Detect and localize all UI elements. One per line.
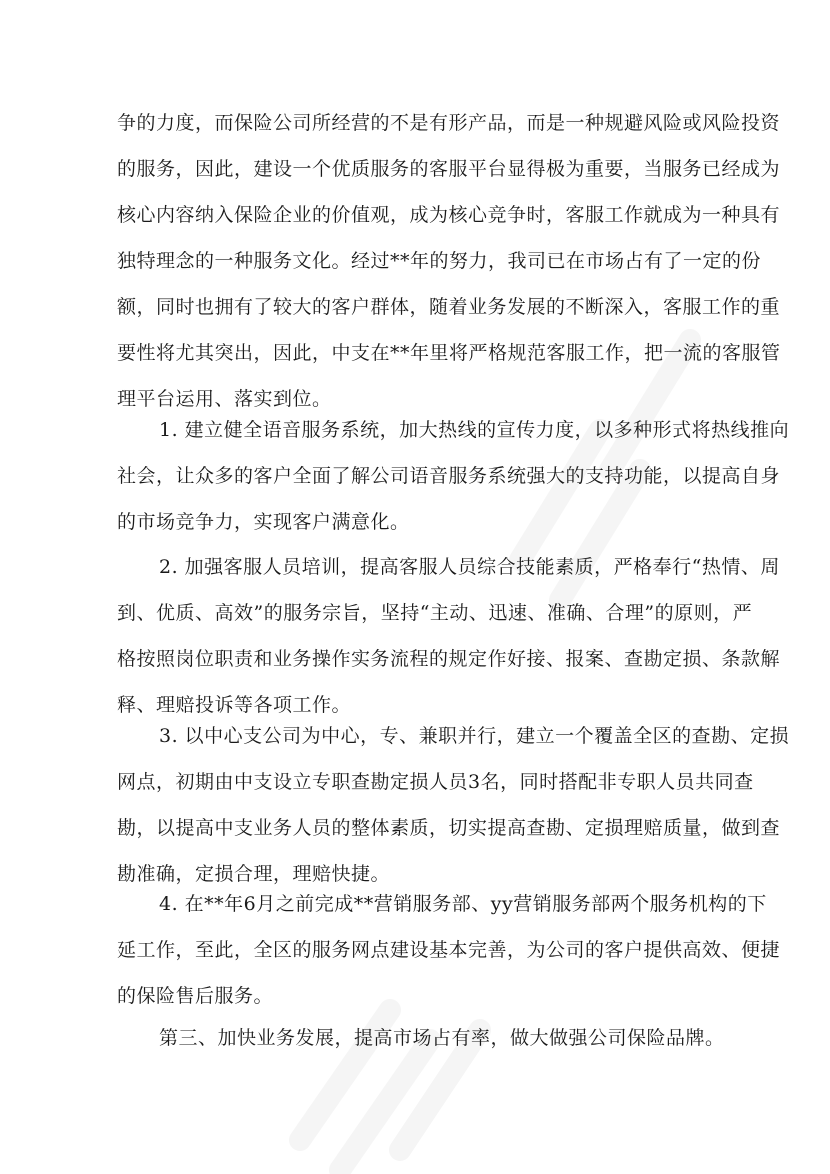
text-line: 额，同时也拥有了较大的客户群体，随着业务发展的不断深入，客服工作的重	[117, 296, 781, 318]
text-line: 3. 以中心支公司为中心，专、兼职并行，建立一个覆盖全区的查勘、定损	[159, 725, 790, 747]
text-line: 的保险售后服务。	[117, 985, 274, 1007]
text-line: 争的力度，而保险公司所经营的不是有形产品，而是一种规避风险或风险投资	[117, 112, 781, 134]
text-line: 要性将尤其突出，因此，中支在**年里将严格规范客服工作，把一流的客服管	[117, 342, 781, 364]
text-line: 的服务，因此，建设一个优质服务的客服平台显得极为重要，当服务已经成为	[117, 158, 781, 180]
text-line: 第三、加快业务发展，提高市场占有率，做大做强公司保险品牌。	[159, 1027, 725, 1049]
text-line: 的市场竞争力，实现客户满意化。	[117, 511, 410, 533]
text-line: 社会，让众多的客户全面了解公司语音服务系统强大的支持功能，以提高自身	[117, 465, 781, 487]
text-line: 勘，以提高中支业务人员的整体素质，切实提高查勘、定损理赔质量，做到查	[117, 817, 781, 839]
text-line: 网点，初期由中支设立专职查勘定损人员3名，同时搭配非专职人员共同查	[117, 771, 754, 793]
paragraph-item-4	[117, 881, 781, 1019]
text-line: 4. 在**年6月之前完成**营销服务部、yy营销服务部两个服务机构的下	[159, 893, 767, 915]
text-line: 释、理赔投诉等各项工作。	[117, 694, 352, 716]
text-line: 延工作，至此，全区的服务网点建设基本完善，为公司的客户提供高效、便捷	[117, 939, 781, 961]
text-line: 1. 建立健全语音服务系统，加大热线的宣传力度，以多种形式将热线推向	[159, 419, 790, 441]
text-line: 独特理念的一种服务文化。经过**年的努力，我司已在市场占有了一定的份	[117, 250, 762, 272]
text-line: 2. 加强客服人员培训，提高客服人员综合技能素质，严格奉行“热情、周	[159, 556, 780, 578]
text-line: 勘准确，定损合理，理赔快捷。	[117, 863, 391, 885]
paragraph-1	[117, 100, 781, 422]
text-line: 核心内容纳入保险企业的价值观，成为核心竞争时，客服工作就成为一种具有	[117, 204, 781, 226]
paragraph-item-3	[117, 713, 790, 897]
text-line: 到、优质、高效”的服务宗旨，坚持“主动、迅速、准确、合理”的原则，严	[117, 602, 753, 624]
paragraph-item-1	[117, 407, 790, 545]
text-line: 理平台运用、落实到位。	[117, 388, 332, 410]
paragraph-section-heading	[117, 1015, 725, 1061]
text-line: 格按照岗位职责和业务操作实务流程的规定作好接、报案、查勘定损、条款解	[117, 648, 781, 670]
paragraph-item-2	[117, 544, 781, 728]
